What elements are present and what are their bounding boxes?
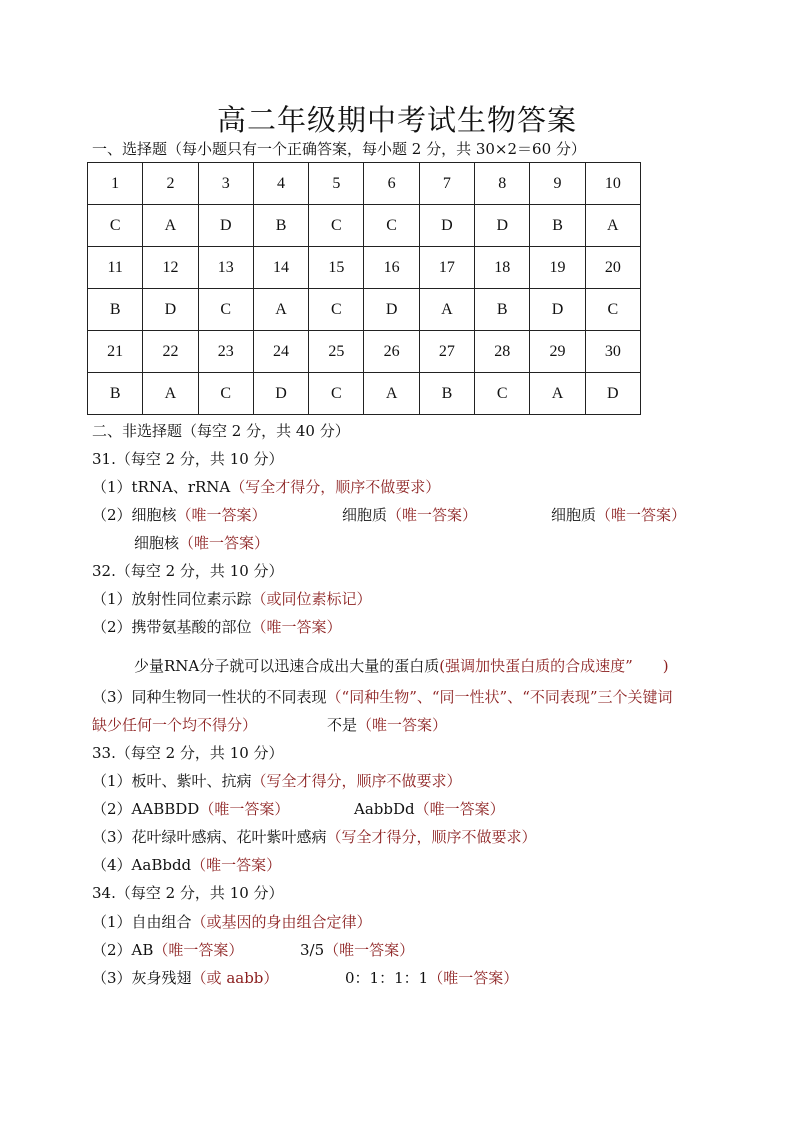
table-cell: D xyxy=(198,205,253,247)
table-cell: 1 xyxy=(88,163,143,205)
table-cell: 12 xyxy=(143,247,198,289)
table-cell: 9 xyxy=(530,163,585,205)
q32-line4: （3）同种生物同一性状的不同表现（“同种生物”、“同一性状”、“不同表现”三个关键词 xyxy=(92,688,673,706)
q33-line2b: AabbDd（唯一答案） xyxy=(354,800,505,818)
q31-line1: （1）tRNA、rRNA（写全才得分，顺序不做要求） xyxy=(92,478,441,496)
table-cell: 4 xyxy=(253,163,308,205)
table-cell: D xyxy=(364,289,419,331)
q31-line2c: 细胞质（唯一答案） xyxy=(551,506,687,524)
table-cell: C xyxy=(475,373,530,415)
q32-heading: 32.（每空 2 分，共 10 分） xyxy=(92,562,284,580)
q33-line2a: （2）AABBDD（唯一答案） xyxy=(92,800,290,818)
table-cell: 22 xyxy=(143,331,198,373)
q32-line5b: 不是（唯一答案） xyxy=(327,716,448,734)
table-row-numbers xyxy=(88,163,641,205)
table-cell: B xyxy=(88,373,143,415)
table-cell: C xyxy=(198,289,253,331)
page-title: 高二年级期中考试生物答案 xyxy=(216,103,577,137)
table-cell: B xyxy=(475,289,530,331)
table-cell: C xyxy=(309,289,364,331)
q31-heading: 31.（每空 2 分，共 10 分） xyxy=(92,450,284,468)
table-cell: A xyxy=(530,373,585,415)
table-cell: 10 xyxy=(585,163,640,205)
q34-line2a: （2）AB（唯一答案） xyxy=(92,941,244,959)
table-cell: 13 xyxy=(198,247,253,289)
table-cell: C xyxy=(88,205,143,247)
table-cell: 30 xyxy=(585,331,640,373)
table-cell: 24 xyxy=(253,331,308,373)
table-cell: 20 xyxy=(585,247,640,289)
table-cell: 14 xyxy=(253,247,308,289)
table-cell: 8 xyxy=(475,163,530,205)
table-cell: 26 xyxy=(364,331,419,373)
q32-line1: （1）放射性同位素示踪（或同位素标记） xyxy=(92,590,372,608)
table-cell: C xyxy=(364,205,419,247)
q34-line2b: 3/5（唯一答案） xyxy=(300,941,415,959)
table-cell: D xyxy=(253,373,308,415)
q32-line5a: 缺少任何一个均不得分） xyxy=(92,716,258,734)
table-row-answers xyxy=(88,289,641,331)
table-cell: 17 xyxy=(419,247,474,289)
table-cell: B xyxy=(530,205,585,247)
section2-heading: 二、非选择题（每空 2 分，共 40 分） xyxy=(92,422,350,440)
table-row-numbers xyxy=(88,247,641,289)
table-cell: D xyxy=(530,289,585,331)
q32-line2: （2）携带氨基酸的部位（唯一答案） xyxy=(92,618,342,636)
table-row-answers xyxy=(88,373,641,415)
table-cell: 27 xyxy=(419,331,474,373)
q33-line1: （1）板叶、紫叶、抗病（写全才得分，顺序不做要求） xyxy=(92,772,462,790)
q33-line4: （4）AaBbdd（唯一答案） xyxy=(92,856,282,874)
section1-heading: 一、选择题（每小题只有一个正确答案，每小题 2 分，共 30×2＝60 分） xyxy=(92,140,586,158)
table-cell: C xyxy=(198,373,253,415)
table-cell: 3 xyxy=(198,163,253,205)
table-cell: 11 xyxy=(88,247,143,289)
table-cell: B xyxy=(88,289,143,331)
q34-heading: 34.（每空 2 分，共 10 分） xyxy=(92,884,284,902)
q34-line3b: 0：1：1：1（唯一答案） xyxy=(345,969,519,987)
table-row-numbers xyxy=(88,331,641,373)
table-cell: A xyxy=(253,289,308,331)
q31-line2a: （2）细胞核（唯一答案） xyxy=(92,506,267,524)
q33-line3: （3）花叶绿叶感病、花叶紫叶感病（写全才得分，顺序不做要求） xyxy=(92,828,537,846)
table-cell: 28 xyxy=(475,331,530,373)
table-cell: 18 xyxy=(475,247,530,289)
q31-line3: 细胞核（唯一答案） xyxy=(134,534,270,552)
q31-line2b: 细胞质（唯一答案） xyxy=(342,506,478,524)
table-cell: C xyxy=(309,373,364,415)
table-cell: 2 xyxy=(143,163,198,205)
table-cell: D xyxy=(475,205,530,247)
table-cell: C xyxy=(309,205,364,247)
table-cell: D xyxy=(585,373,640,415)
table-cell: 5 xyxy=(309,163,364,205)
table-cell: B xyxy=(253,205,308,247)
q34-line3a: （3）灰身残翅（或 aabb） xyxy=(92,969,279,987)
table-cell: 7 xyxy=(419,163,474,205)
table-cell: 21 xyxy=(88,331,143,373)
table-cell: 15 xyxy=(309,247,364,289)
table-cell: 23 xyxy=(198,331,253,373)
table-cell: A xyxy=(143,373,198,415)
q32-line3: 少量RNA分子就可以迅速合成出大量的蛋白质(强调加快蛋白质的合成速度” ) xyxy=(134,657,669,675)
table-cell: A xyxy=(419,289,474,331)
table-cell: 19 xyxy=(530,247,585,289)
table-cell: A xyxy=(585,205,640,247)
q33-heading: 33.（每空 2 分，共 10 分） xyxy=(92,744,284,762)
q34-line1: （1）自由组合（或基因的身由组合定律） xyxy=(92,913,372,931)
table-cell: 29 xyxy=(530,331,585,373)
table-cell: 25 xyxy=(309,331,364,373)
table-cell: D xyxy=(419,205,474,247)
table-row-answers xyxy=(88,205,641,247)
table-cell: D xyxy=(143,289,198,331)
answer-table xyxy=(87,162,641,415)
table-cell: A xyxy=(143,205,198,247)
table-cell: A xyxy=(364,373,419,415)
table-cell: B xyxy=(419,373,474,415)
table-cell: 6 xyxy=(364,163,419,205)
table-cell: 16 xyxy=(364,247,419,289)
table-cell: C xyxy=(585,289,640,331)
